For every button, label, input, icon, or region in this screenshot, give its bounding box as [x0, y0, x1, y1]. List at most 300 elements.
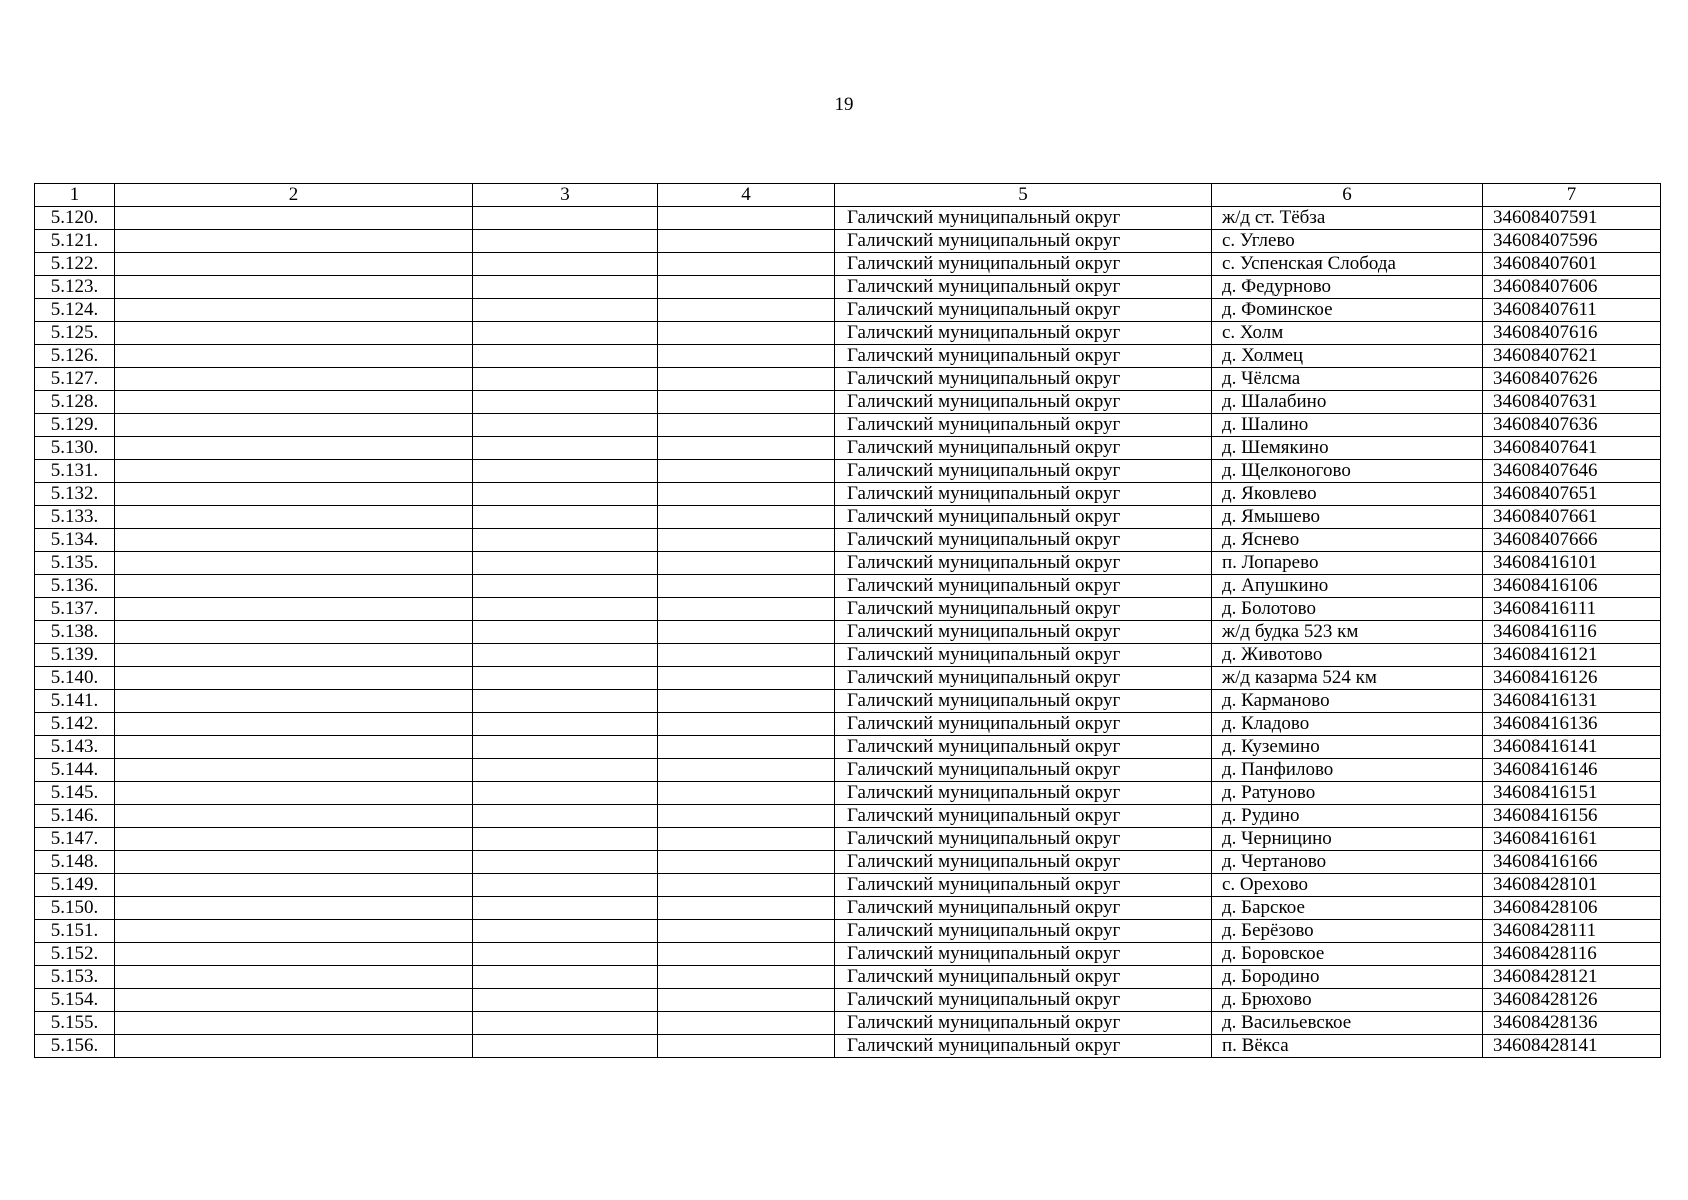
- oktmo-code: 34608407611: [1483, 299, 1661, 322]
- cell-col3: [473, 483, 658, 506]
- municipal-district: Галичский муниципальный округ: [835, 1012, 1212, 1035]
- oktmo-code: 34608407666: [1483, 529, 1661, 552]
- cell-col2: [115, 414, 473, 437]
- oktmo-code: 34608416101: [1483, 552, 1661, 575]
- municipal-district: Галичский муниципальный округ: [835, 276, 1212, 299]
- table-row: [35, 483, 1661, 506]
- table-row: [35, 506, 1661, 529]
- row-number: 5.127.: [35, 368, 115, 391]
- cell-col4: [658, 759, 835, 782]
- cell-col3: [473, 966, 658, 989]
- settlement-name: д. Апушкино: [1212, 575, 1483, 598]
- municipal-district: Галичский муниципальный округ: [835, 598, 1212, 621]
- row-number: 5.136.: [35, 575, 115, 598]
- table-row: [35, 598, 1661, 621]
- row-number: 5.149.: [35, 874, 115, 897]
- cell-col2: [115, 460, 473, 483]
- cell-col4: [658, 552, 835, 575]
- cell-col4: [658, 207, 835, 230]
- table-row: [35, 368, 1661, 391]
- oktmo-code: 34608428101: [1483, 874, 1661, 897]
- table-row: [35, 736, 1661, 759]
- cell-col2: [115, 989, 473, 1012]
- cell-col2: [115, 276, 473, 299]
- cell-col4: [658, 943, 835, 966]
- table-row: [35, 391, 1661, 414]
- table-row: [35, 437, 1661, 460]
- cell-col4: [658, 966, 835, 989]
- cell-col4: [658, 483, 835, 506]
- settlement-name: с. Углево: [1212, 230, 1483, 253]
- municipal-district: Галичский муниципальный округ: [835, 437, 1212, 460]
- cell-col2: [115, 437, 473, 460]
- row-number: 5.133.: [35, 506, 115, 529]
- cell-col3: [473, 207, 658, 230]
- settlement-name: д. Чертаново: [1212, 851, 1483, 874]
- settlement-name: д. Бородино: [1212, 966, 1483, 989]
- cell-col4: [658, 621, 835, 644]
- municipal-district: Галичский муниципальный округ: [835, 828, 1212, 851]
- settlement-name: д. Берёзово: [1212, 920, 1483, 943]
- page-number: 19: [834, 94, 854, 115]
- municipal-district: Галичский муниципальный округ: [835, 759, 1212, 782]
- settlement-name: д. Животово: [1212, 644, 1483, 667]
- oktmo-code: 34608407591: [1483, 207, 1661, 230]
- cell-col4: [658, 437, 835, 460]
- cell-col4: [658, 644, 835, 667]
- settlement-name: д. Васильевское: [1212, 1012, 1483, 1035]
- cell-col2: [115, 828, 473, 851]
- cell-col3: [473, 1012, 658, 1035]
- cell-col2: [115, 690, 473, 713]
- municipal-district: Галичский муниципальный округ: [835, 322, 1212, 345]
- cell-col4: [658, 805, 835, 828]
- table-row: [35, 207, 1661, 230]
- municipal-district: Галичский муниципальный округ: [835, 368, 1212, 391]
- column-header: 4: [658, 184, 835, 207]
- oktmo-code: 34608416161: [1483, 828, 1661, 851]
- cell-col4: [658, 713, 835, 736]
- municipal-district: Галичский муниципальный округ: [835, 299, 1212, 322]
- row-number: 5.137.: [35, 598, 115, 621]
- cell-col2: [115, 207, 473, 230]
- cell-col3: [473, 230, 658, 253]
- row-number: 5.150.: [35, 897, 115, 920]
- cell-col3: [473, 920, 658, 943]
- cell-col3: [473, 414, 658, 437]
- cell-col2: [115, 713, 473, 736]
- cell-col2: [115, 575, 473, 598]
- municipal-district: Галичский муниципальный округ: [835, 1035, 1212, 1058]
- municipal-district: Галичский муниципальный округ: [835, 621, 1212, 644]
- cell-col3: [473, 299, 658, 322]
- cell-col4: [658, 1035, 835, 1058]
- settlement-name: д. Панфилово: [1212, 759, 1483, 782]
- table-row: [35, 1035, 1661, 1058]
- oktmo-code: 34608428136: [1483, 1012, 1661, 1035]
- settlement-name: д. Болотово: [1212, 598, 1483, 621]
- cell-col4: [658, 851, 835, 874]
- oktmo-code: 34608416156: [1483, 805, 1661, 828]
- cell-col3: [473, 690, 658, 713]
- cell-col4: [658, 575, 835, 598]
- cell-col3: [473, 644, 658, 667]
- row-number: 5.123.: [35, 276, 115, 299]
- oktmo-code: 34608407596: [1483, 230, 1661, 253]
- table-row: [35, 782, 1661, 805]
- cell-col3: [473, 506, 658, 529]
- settlement-name: с. Успенская Слобода: [1212, 253, 1483, 276]
- row-number: 5.135.: [35, 552, 115, 575]
- municipal-district: Галичский муниципальный округ: [835, 506, 1212, 529]
- cell-col2: [115, 1012, 473, 1035]
- oktmo-code: 34608428126: [1483, 989, 1661, 1012]
- cell-col4: [658, 345, 835, 368]
- municipal-district: Галичский муниципальный округ: [835, 782, 1212, 805]
- cell-col4: [658, 460, 835, 483]
- cell-col3: [473, 1035, 658, 1058]
- row-number: 5.121.: [35, 230, 115, 253]
- table-row: [35, 989, 1661, 1012]
- oktmo-code: 34608428111: [1483, 920, 1661, 943]
- row-number: 5.130.: [35, 437, 115, 460]
- column-header: 6: [1212, 184, 1483, 207]
- cell-col2: [115, 368, 473, 391]
- settlement-name: ж/д будка 523 км: [1212, 621, 1483, 644]
- table-row: [35, 414, 1661, 437]
- oktmo-code: 34608407661: [1483, 506, 1661, 529]
- table-row: [35, 1012, 1661, 1035]
- oktmo-code: 34608428106: [1483, 897, 1661, 920]
- oktmo-code: 34608416126: [1483, 667, 1661, 690]
- row-number: 5.148.: [35, 851, 115, 874]
- cell-col4: [658, 276, 835, 299]
- cell-col4: [658, 874, 835, 897]
- row-number: 5.140.: [35, 667, 115, 690]
- cell-col4: [658, 368, 835, 391]
- cell-col2: [115, 506, 473, 529]
- municipal-district: Галичский муниципальный округ: [835, 253, 1212, 276]
- oktmo-code: 34608416151: [1483, 782, 1661, 805]
- oktmo-code: 34608416111: [1483, 598, 1661, 621]
- cell-col3: [473, 759, 658, 782]
- cell-col3: [473, 828, 658, 851]
- municipal-district: Галичский муниципальный округ: [835, 345, 1212, 368]
- settlement-name: д. Щелконогово: [1212, 460, 1483, 483]
- cell-col4: [658, 322, 835, 345]
- settlement-name: д. Куземино: [1212, 736, 1483, 759]
- row-number: 5.153.: [35, 966, 115, 989]
- table-row: [35, 345, 1661, 368]
- table-row: [35, 759, 1661, 782]
- oktmo-code: 34608416141: [1483, 736, 1661, 759]
- cell-col2: [115, 230, 473, 253]
- settlement-name: п. Лопарево: [1212, 552, 1483, 575]
- cell-col2: [115, 299, 473, 322]
- column-header: 5: [835, 184, 1212, 207]
- cell-col4: [658, 667, 835, 690]
- oktmo-code: 34608407636: [1483, 414, 1661, 437]
- table-row: [35, 690, 1661, 713]
- cell-col2: [115, 598, 473, 621]
- cell-col3: [473, 713, 658, 736]
- row-number: 5.147.: [35, 828, 115, 851]
- oktmo-code: 34608407641: [1483, 437, 1661, 460]
- cell-col3: [473, 391, 658, 414]
- cell-col2: [115, 253, 473, 276]
- cell-col2: [115, 736, 473, 759]
- oktmo-code: 34608416116: [1483, 621, 1661, 644]
- row-number: 5.120.: [35, 207, 115, 230]
- cell-col4: [658, 782, 835, 805]
- cell-col4: [658, 598, 835, 621]
- table-row: [35, 920, 1661, 943]
- municipal-district: Галичский муниципальный округ: [835, 414, 1212, 437]
- row-number: 5.146.: [35, 805, 115, 828]
- header-row: [35, 184, 1661, 207]
- cell-col2: [115, 966, 473, 989]
- municipal-district: Галичский муниципальный округ: [835, 805, 1212, 828]
- row-number: 5.143.: [35, 736, 115, 759]
- row-number: 5.155.: [35, 1012, 115, 1035]
- cell-col3: [473, 782, 658, 805]
- cell-col2: [115, 851, 473, 874]
- cell-col4: [658, 828, 835, 851]
- cell-col2: [115, 782, 473, 805]
- municipal-district: Галичский муниципальный округ: [835, 529, 1212, 552]
- municipal-district: Галичский муниципальный округ: [835, 391, 1212, 414]
- municipal-district: Галичский муниципальный округ: [835, 552, 1212, 575]
- table-row: [35, 552, 1661, 575]
- municipal-district: Галичский муниципальный округ: [835, 851, 1212, 874]
- row-number: 5.151.: [35, 920, 115, 943]
- municipal-district: Галичский муниципальный округ: [835, 943, 1212, 966]
- oktmo-code: 34608407631: [1483, 391, 1661, 414]
- table-row: [35, 713, 1661, 736]
- cell-col3: [473, 897, 658, 920]
- municipal-district: Галичский муниципальный округ: [835, 230, 1212, 253]
- cell-col4: [658, 506, 835, 529]
- cell-col4: [658, 253, 835, 276]
- cell-col3: [473, 345, 658, 368]
- row-number: 5.144.: [35, 759, 115, 782]
- cell-col4: [658, 736, 835, 759]
- cell-col3: [473, 529, 658, 552]
- settlement-name: ж/д ст. Тёбза: [1212, 207, 1483, 230]
- cell-col4: [658, 897, 835, 920]
- row-number: 5.154.: [35, 989, 115, 1012]
- cell-col3: [473, 575, 658, 598]
- oktmo-code: 34608407616: [1483, 322, 1661, 345]
- municipal-district: Галичский муниципальный округ: [835, 920, 1212, 943]
- cell-col3: [473, 598, 658, 621]
- cell-col4: [658, 414, 835, 437]
- municipal-district: Галичский муниципальный округ: [835, 966, 1212, 989]
- cell-col2: [115, 920, 473, 943]
- cell-col2: [115, 345, 473, 368]
- table-row: [35, 322, 1661, 345]
- cell-col3: [473, 736, 658, 759]
- settlement-name: д. Барское: [1212, 897, 1483, 920]
- settlement-name: д. Федурново: [1212, 276, 1483, 299]
- oktmo-code: 34608416131: [1483, 690, 1661, 713]
- table-row: [35, 299, 1661, 322]
- oktmo-code: 34608407646: [1483, 460, 1661, 483]
- table-row: [35, 621, 1661, 644]
- cell-col4: [658, 1012, 835, 1035]
- settlement-name: с. Холм: [1212, 322, 1483, 345]
- row-number: 5.132.: [35, 483, 115, 506]
- oktmo-code: 34608407651: [1483, 483, 1661, 506]
- oktmo-code: 34608428141: [1483, 1035, 1661, 1058]
- cell-col2: [115, 529, 473, 552]
- cell-col2: [115, 621, 473, 644]
- row-number: 5.122.: [35, 253, 115, 276]
- municipal-district: Галичский муниципальный округ: [835, 207, 1212, 230]
- oktmo-code: 34608416146: [1483, 759, 1661, 782]
- cell-col3: [473, 989, 658, 1012]
- row-number: 5.134.: [35, 529, 115, 552]
- oktmo-code: 34608416136: [1483, 713, 1661, 736]
- settlement-name: д. Ратуново: [1212, 782, 1483, 805]
- table-row: [35, 851, 1661, 874]
- cell-col4: [658, 920, 835, 943]
- cell-col2: [115, 759, 473, 782]
- oktmo-code: 34608428121: [1483, 966, 1661, 989]
- settlement-name: п. Вёкса: [1212, 1035, 1483, 1058]
- row-number: 5.142.: [35, 713, 115, 736]
- cell-col2: [115, 483, 473, 506]
- table-row: [35, 230, 1661, 253]
- settlement-name: с. Орехово: [1212, 874, 1483, 897]
- oktmo-code: 34608407606: [1483, 276, 1661, 299]
- cell-col4: [658, 989, 835, 1012]
- oktmo-code: 34608416106: [1483, 575, 1661, 598]
- cell-col4: [658, 230, 835, 253]
- table-row: [35, 828, 1661, 851]
- column-header: 2: [115, 184, 473, 207]
- oktmo-code: 34608416166: [1483, 851, 1661, 874]
- cell-col3: [473, 943, 658, 966]
- cell-col2: [115, 897, 473, 920]
- municipal-district: Галичский муниципальный округ: [835, 874, 1212, 897]
- settlement-name: д. Холмец: [1212, 345, 1483, 368]
- municipal-district: Галичский муниципальный округ: [835, 989, 1212, 1012]
- cell-col2: [115, 667, 473, 690]
- municipal-district: Галичский муниципальный округ: [835, 575, 1212, 598]
- cell-col2: [115, 1035, 473, 1058]
- table-row: [35, 897, 1661, 920]
- cell-col2: [115, 874, 473, 897]
- row-number: 5.141.: [35, 690, 115, 713]
- row-number: 5.124.: [35, 299, 115, 322]
- row-number: 5.125.: [35, 322, 115, 345]
- cell-col3: [473, 874, 658, 897]
- settlements-table: [34, 183, 1661, 1058]
- table-row: [35, 966, 1661, 989]
- settlement-name: д. Шалино: [1212, 414, 1483, 437]
- settlement-name: д. Боровское: [1212, 943, 1483, 966]
- municipal-district: Галичский муниципальный округ: [835, 736, 1212, 759]
- cell-col4: [658, 529, 835, 552]
- settlement-name: д. Шалабино: [1212, 391, 1483, 414]
- cell-col2: [115, 391, 473, 414]
- cell-col4: [658, 690, 835, 713]
- column-header: 3: [473, 184, 658, 207]
- oktmo-code: 34608407626: [1483, 368, 1661, 391]
- table-row: [35, 253, 1661, 276]
- row-number: 5.152.: [35, 943, 115, 966]
- table-row: [35, 460, 1661, 483]
- settlement-name: ж/д казарма 524 км: [1212, 667, 1483, 690]
- table-row: [35, 667, 1661, 690]
- column-header: 1: [35, 184, 115, 207]
- settlement-name: д. Фоминское: [1212, 299, 1483, 322]
- cell-col3: [473, 851, 658, 874]
- row-number: 5.138.: [35, 621, 115, 644]
- oktmo-code: 34608416121: [1483, 644, 1661, 667]
- table-row: [35, 644, 1661, 667]
- settlement-name: д. Кладово: [1212, 713, 1483, 736]
- column-header: 7: [1483, 184, 1661, 207]
- cell-col3: [473, 368, 658, 391]
- row-number: 5.131.: [35, 460, 115, 483]
- row-number: 5.128.: [35, 391, 115, 414]
- row-number: 5.145.: [35, 782, 115, 805]
- municipal-district: Галичский муниципальный округ: [835, 460, 1212, 483]
- cell-col3: [473, 437, 658, 460]
- row-number: 5.126.: [35, 345, 115, 368]
- settlement-name: д. Шемякино: [1212, 437, 1483, 460]
- row-number: 5.156.: [35, 1035, 115, 1058]
- table-row: [35, 529, 1661, 552]
- cell-col4: [658, 391, 835, 414]
- oktmo-code: 34608407601: [1483, 253, 1661, 276]
- municipal-district: Галичский муниципальный округ: [835, 667, 1212, 690]
- settlement-name: д. Чёлсма: [1212, 368, 1483, 391]
- municipal-district: Галичский муниципальный округ: [835, 644, 1212, 667]
- table-row: [35, 874, 1661, 897]
- settlement-name: д. Ямышево: [1212, 506, 1483, 529]
- table-row: [35, 805, 1661, 828]
- settlement-name: д. Рудино: [1212, 805, 1483, 828]
- cell-col3: [473, 621, 658, 644]
- municipal-district: Галичский муниципальный округ: [835, 483, 1212, 506]
- oktmo-code: 34608407621: [1483, 345, 1661, 368]
- cell-col2: [115, 552, 473, 575]
- municipal-district: Галичский муниципальный округ: [835, 897, 1212, 920]
- settlement-name: д. Черницино: [1212, 828, 1483, 851]
- table-body: [35, 207, 1661, 1058]
- table-row: [35, 943, 1661, 966]
- cell-col3: [473, 460, 658, 483]
- cell-col3: [473, 253, 658, 276]
- settlement-name: д. Брюхово: [1212, 989, 1483, 1012]
- cell-col2: [115, 644, 473, 667]
- table-row: [35, 276, 1661, 299]
- cell-col3: [473, 667, 658, 690]
- cell-col3: [473, 552, 658, 575]
- cell-col3: [473, 805, 658, 828]
- cell-col2: [115, 943, 473, 966]
- cell-col3: [473, 276, 658, 299]
- settlement-name: д. Яковлево: [1212, 483, 1483, 506]
- settlement-name: д. Карманово: [1212, 690, 1483, 713]
- municipal-district: Галичский муниципальный округ: [835, 713, 1212, 736]
- table-row: [35, 575, 1661, 598]
- cell-col2: [115, 322, 473, 345]
- cell-col2: [115, 805, 473, 828]
